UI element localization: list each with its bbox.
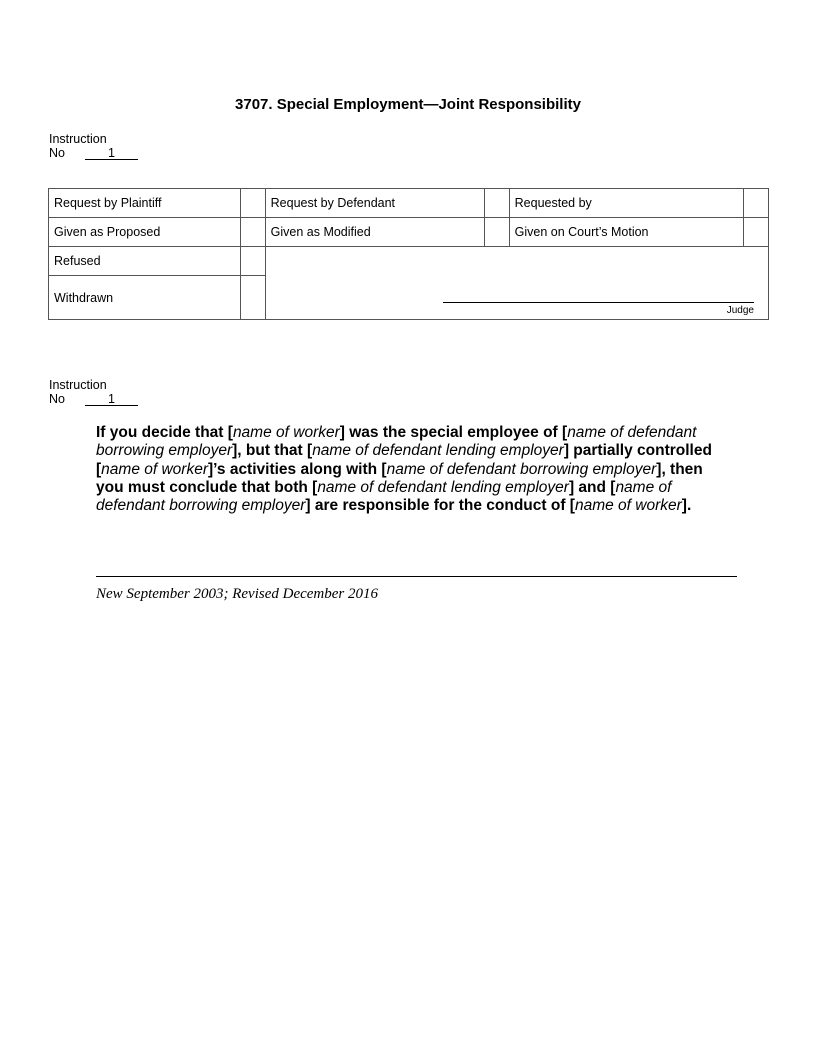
instruction-text-segment: ]. <box>681 497 692 515</box>
instruction-text-segment: ], then you must conclude that both [ <box>96 460 703 496</box>
instruction-text-segment: ] and [ <box>568 478 616 496</box>
instruction-number: 1 <box>85 393 138 406</box>
request-by-plaintiff-label: Request by Plaintiff <box>49 189 241 218</box>
placeholder-lending-employer: name of defendant lending employer <box>312 442 564 460</box>
divider <box>96 576 737 577</box>
given-as-proposed-label: Given as Proposed <box>49 218 241 247</box>
instruction-no-row <box>49 146 138 160</box>
requested-by-label: Requested by <box>509 189 743 218</box>
given-as-modified-label: Given as Modified <box>265 218 484 247</box>
instruction-text-segment: ] was the special employee of [ <box>339 424 568 441</box>
revision-history: New September 2003; Revised December 2016 <box>96 586 378 602</box>
refused-label: Refused <box>49 247 241 276</box>
instruction-text-segment: ] are responsible for the conduct of [ <box>305 497 575 515</box>
given-on-courts-motion-label: Given on Court’s Motion <box>509 218 743 247</box>
judge-label: Judge <box>726 305 754 316</box>
placeholder-name-of-worker: name of worker <box>101 460 208 478</box>
no-label: No <box>49 146 65 160</box>
instruction-no-row <box>49 392 138 406</box>
no-label: No <box>49 392 65 406</box>
instruction-text-segment: ]’s activities along with [ <box>208 460 387 478</box>
instruction-text-segment: ], but that [ <box>232 442 313 460</box>
request-by-defendant-checkbox[interactable] <box>484 189 509 218</box>
page-title: 3707. Special Employment—Joint Responsibility <box>235 96 581 113</box>
instruction-number-block <box>49 132 138 160</box>
placeholder-lending-employer: name of defendant lending employer <box>317 478 569 496</box>
given-on-courts-motion-checkbox[interactable] <box>744 218 769 247</box>
given-as-modified-checkbox[interactable] <box>484 218 509 247</box>
refused-checkbox[interactable] <box>240 247 265 276</box>
placeholder-borrowing-employer: name of defendant borrowing employer <box>386 460 657 478</box>
instruction-label: Instruction <box>49 132 107 146</box>
placeholder-name-of-worker: name of worker <box>232 424 340 441</box>
placeholder-borrowing-employer: name of defendant borrowing employer <box>96 478 672 515</box>
judge-signature-line[interactable] <box>443 302 754 303</box>
request-by-defendant-label: Request by Defendant <box>265 189 484 218</box>
instruction-text-segment: ] partially controlled [ <box>96 442 712 478</box>
placeholder-name-of-worker: name of worker <box>574 497 682 515</box>
withdrawn-label: Withdrawn <box>49 276 241 320</box>
request-by-plaintiff-checkbox[interactable] <box>240 189 265 218</box>
given-as-proposed-checkbox[interactable] <box>240 218 265 247</box>
instruction-label: Instruction <box>49 378 107 392</box>
request-table <box>48 188 769 320</box>
placeholder-borrowing-employer: name of defendant borrowing employer <box>96 424 697 460</box>
instruction-text <box>96 424 721 515</box>
withdrawn-checkbox[interactable] <box>240 276 265 320</box>
judge-signature-area <box>265 247 768 320</box>
instruction-number-block-2 <box>49 378 138 406</box>
requested-by-checkbox[interactable] <box>744 189 769 218</box>
instruction-number: 1 <box>85 147 138 160</box>
instruction-text-segment: If you decide that [ <box>96 424 233 441</box>
